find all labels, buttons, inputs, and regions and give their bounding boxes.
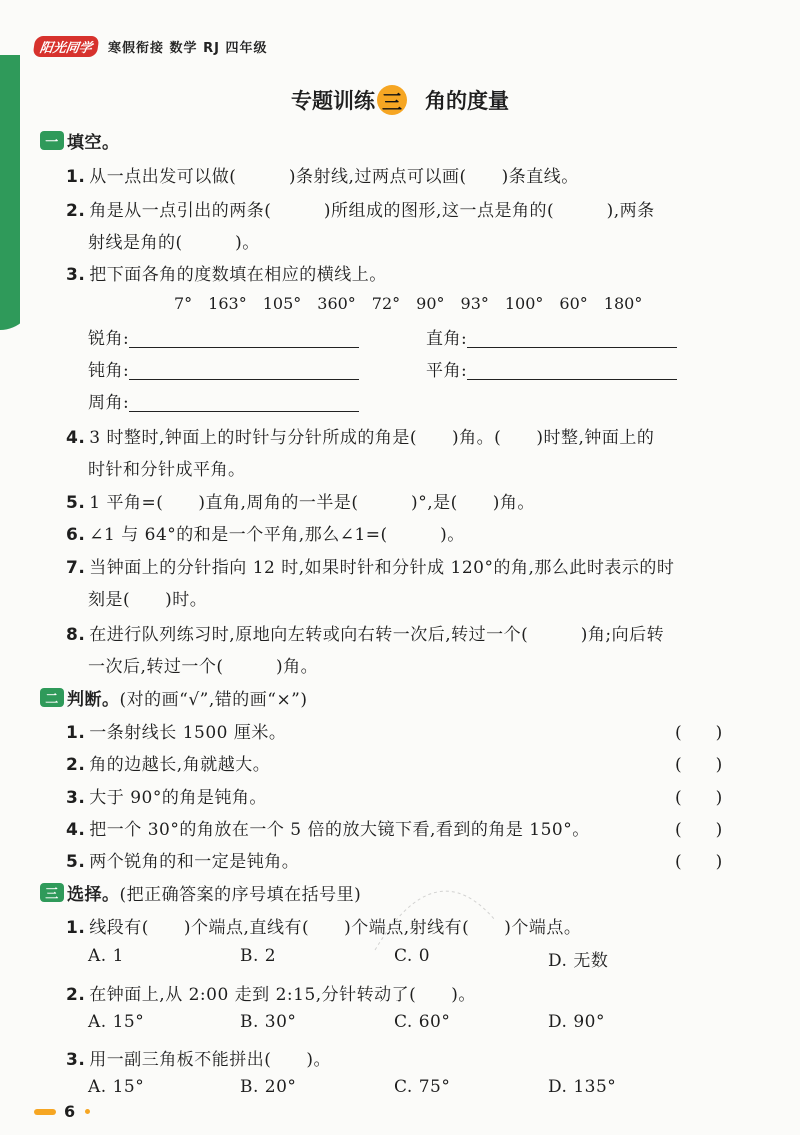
question-number: 3. xyxy=(66,1050,86,1070)
question-text: 从一点出发可以做( )条射线,过两点可以画( )条直线。 xyxy=(89,167,579,187)
option-d[interactable]: D. 无数 xyxy=(548,951,609,971)
question-text: ∠1 与 64°的和是一个平角,那么∠1=( )。 xyxy=(89,525,465,545)
brand-logo: 阳光同学 xyxy=(33,36,100,57)
question-text: 在钟面上,从 2:00 走到 2:15,分针转动了( )。 xyxy=(89,985,476,1005)
question-number: 1. xyxy=(66,167,86,187)
choice-q3 xyxy=(66,1045,331,1070)
option-a[interactable]: A. 1 xyxy=(88,946,124,966)
question-text: 用一副三角板不能拼出( )。 xyxy=(89,1050,332,1070)
section-title: 选择。 xyxy=(67,885,120,905)
acute-label: 锐角: xyxy=(88,329,130,349)
option-b[interactable]: B. 2 xyxy=(240,946,277,966)
question-text: 把下面各角的度数填在相应的横线上。 xyxy=(89,265,387,285)
book-info: 寒假衔接 数学 RJ 四年级 xyxy=(108,41,268,56)
title-main: 角的度量 xyxy=(425,89,509,113)
judge-item xyxy=(66,847,299,872)
judge-item xyxy=(66,815,590,840)
section-title: 填空。 xyxy=(67,133,120,153)
round-row xyxy=(88,388,359,413)
question-text: 角是从一点引出的两条( )所组成的图形,这一点是角的( ),两条 xyxy=(89,201,655,221)
fill-q2 xyxy=(66,196,655,221)
question-text: 在进行队列练习时,原地向左转或向右转一次后,转过一个( )角;向后转 xyxy=(89,625,665,645)
fill-q8-cont: 一次后,转过一个( )角。 xyxy=(88,657,319,677)
right-row xyxy=(426,324,677,349)
question-number: 3. xyxy=(66,265,86,285)
obtuse-answer-line[interactable] xyxy=(129,378,359,380)
option-b[interactable]: B. 20° xyxy=(240,1077,297,1097)
right-label: 直角: xyxy=(426,329,468,349)
acute-row xyxy=(88,324,359,349)
question-number: 5. xyxy=(66,852,86,872)
section-title: 判断。 xyxy=(67,690,120,710)
section-note: (把正确答案的序号填在括号里) xyxy=(119,885,362,905)
fill-q7-cont: 刻是( )时。 xyxy=(88,590,208,610)
fill-q7 xyxy=(66,553,674,578)
judge-answer-paren[interactable]: ( ) xyxy=(675,852,723,872)
question-number: 2. xyxy=(66,985,86,1005)
question-text: 两个锐角的和一定是钝角。 xyxy=(89,852,300,872)
question-number: 3. xyxy=(66,788,86,808)
fill-q6 xyxy=(66,520,465,545)
option-c[interactable]: C. 75° xyxy=(394,1077,451,1097)
judge-item xyxy=(66,783,267,808)
judge-answer-paren[interactable]: ( ) xyxy=(675,820,723,840)
section-fill xyxy=(40,128,120,153)
question-text: 1 平角=( )直角,周角的一半是( )°,是( )角。 xyxy=(89,493,535,513)
question-text: 当钟面上的分针指向 12 时,如果时针和分针成 120°的角,那么此时表示的时 xyxy=(89,558,675,578)
straight-answer-line[interactable] xyxy=(467,378,677,380)
page-footer xyxy=(34,1102,90,1121)
option-b[interactable]: B. 30° xyxy=(240,1012,297,1032)
round-answer-line[interactable] xyxy=(129,410,359,412)
fill-q2-cont: 射线是角的( )。 xyxy=(88,233,260,253)
page-header xyxy=(34,36,267,57)
option-a[interactable]: A. 15° xyxy=(88,1012,145,1032)
right-answer-line[interactable] xyxy=(467,346,677,348)
question-number: 5. xyxy=(66,493,86,513)
section-judge xyxy=(40,685,308,710)
footer-dot-icon xyxy=(85,1109,90,1114)
obtuse-label: 钝角: xyxy=(88,361,130,381)
section-note: (对的画“√”,错的画“×”) xyxy=(119,690,308,710)
judge-item xyxy=(66,718,286,743)
judge-item xyxy=(66,750,270,775)
round-label: 周角: xyxy=(88,393,130,413)
footer-bar-icon xyxy=(34,1109,56,1115)
option-a[interactable]: A. 15° xyxy=(88,1077,145,1097)
question-text: 把一个 30°的角放在一个 5 倍的放大镜下看,看到的角是 150°。 xyxy=(89,820,590,840)
question-number: 2. xyxy=(66,201,86,221)
question-number: 4. xyxy=(66,428,86,448)
title-number-badge: 三 xyxy=(377,85,407,115)
option-c[interactable]: C. 60° xyxy=(394,1012,451,1032)
question-number: 4. xyxy=(66,820,86,840)
question-text: 3 时整时,钟面上的时针与分针所成的角是( )角。( )时整,钟面上的 xyxy=(89,428,655,448)
judge-answer-paren[interactable]: ( ) xyxy=(675,723,723,743)
straight-label: 平角: xyxy=(426,361,468,381)
question-number: 1. xyxy=(66,918,86,938)
degree-list: 7° 163° 105° 360° 72° 90° 93° 100° 60° 180° xyxy=(174,294,643,313)
watermark-stamp-icon xyxy=(365,860,505,970)
fill-q4-cont: 时针和分针成平角。 xyxy=(88,460,246,480)
question-text: 一条射线长 1500 厘米。 xyxy=(89,723,287,743)
question-text: 角的边越长,角就越大。 xyxy=(89,755,271,775)
fill-q8 xyxy=(66,620,664,645)
obtuse-row xyxy=(88,356,359,381)
fill-q1 xyxy=(66,162,579,187)
section-number-icon: 二 xyxy=(40,688,64,707)
acute-answer-line[interactable] xyxy=(129,346,359,348)
fill-q5 xyxy=(66,488,535,513)
title-prefix: 专题训练 xyxy=(291,89,375,113)
option-c[interactable]: C. 0 xyxy=(394,946,431,966)
judge-answer-paren[interactable]: ( ) xyxy=(675,788,723,808)
section-choice xyxy=(40,880,361,905)
straight-row xyxy=(426,356,677,381)
section-number-icon: 三 xyxy=(40,883,64,902)
page-title xyxy=(0,85,800,115)
question-number: 1. xyxy=(66,723,86,743)
question-text: 线段有( )个端点,直线有( )个端点,射线有( )个端点。 xyxy=(89,918,582,938)
section-number-icon: 一 xyxy=(40,131,64,150)
option-d[interactable]: D. 135° xyxy=(548,1077,617,1097)
question-number: 7. xyxy=(66,558,86,578)
choice-q2 xyxy=(66,980,476,1005)
option-d[interactable]: D. 90° xyxy=(548,1012,605,1032)
question-number: 2. xyxy=(66,755,86,775)
page-number: 6 xyxy=(64,1102,76,1121)
fill-q3 xyxy=(66,260,387,285)
judge-answer-paren[interactable]: ( ) xyxy=(675,755,723,775)
question-number: 6. xyxy=(66,525,86,545)
fill-q4 xyxy=(66,423,654,448)
question-number: 8. xyxy=(66,625,86,645)
question-text: 大于 90°的角是钝角。 xyxy=(89,788,267,808)
